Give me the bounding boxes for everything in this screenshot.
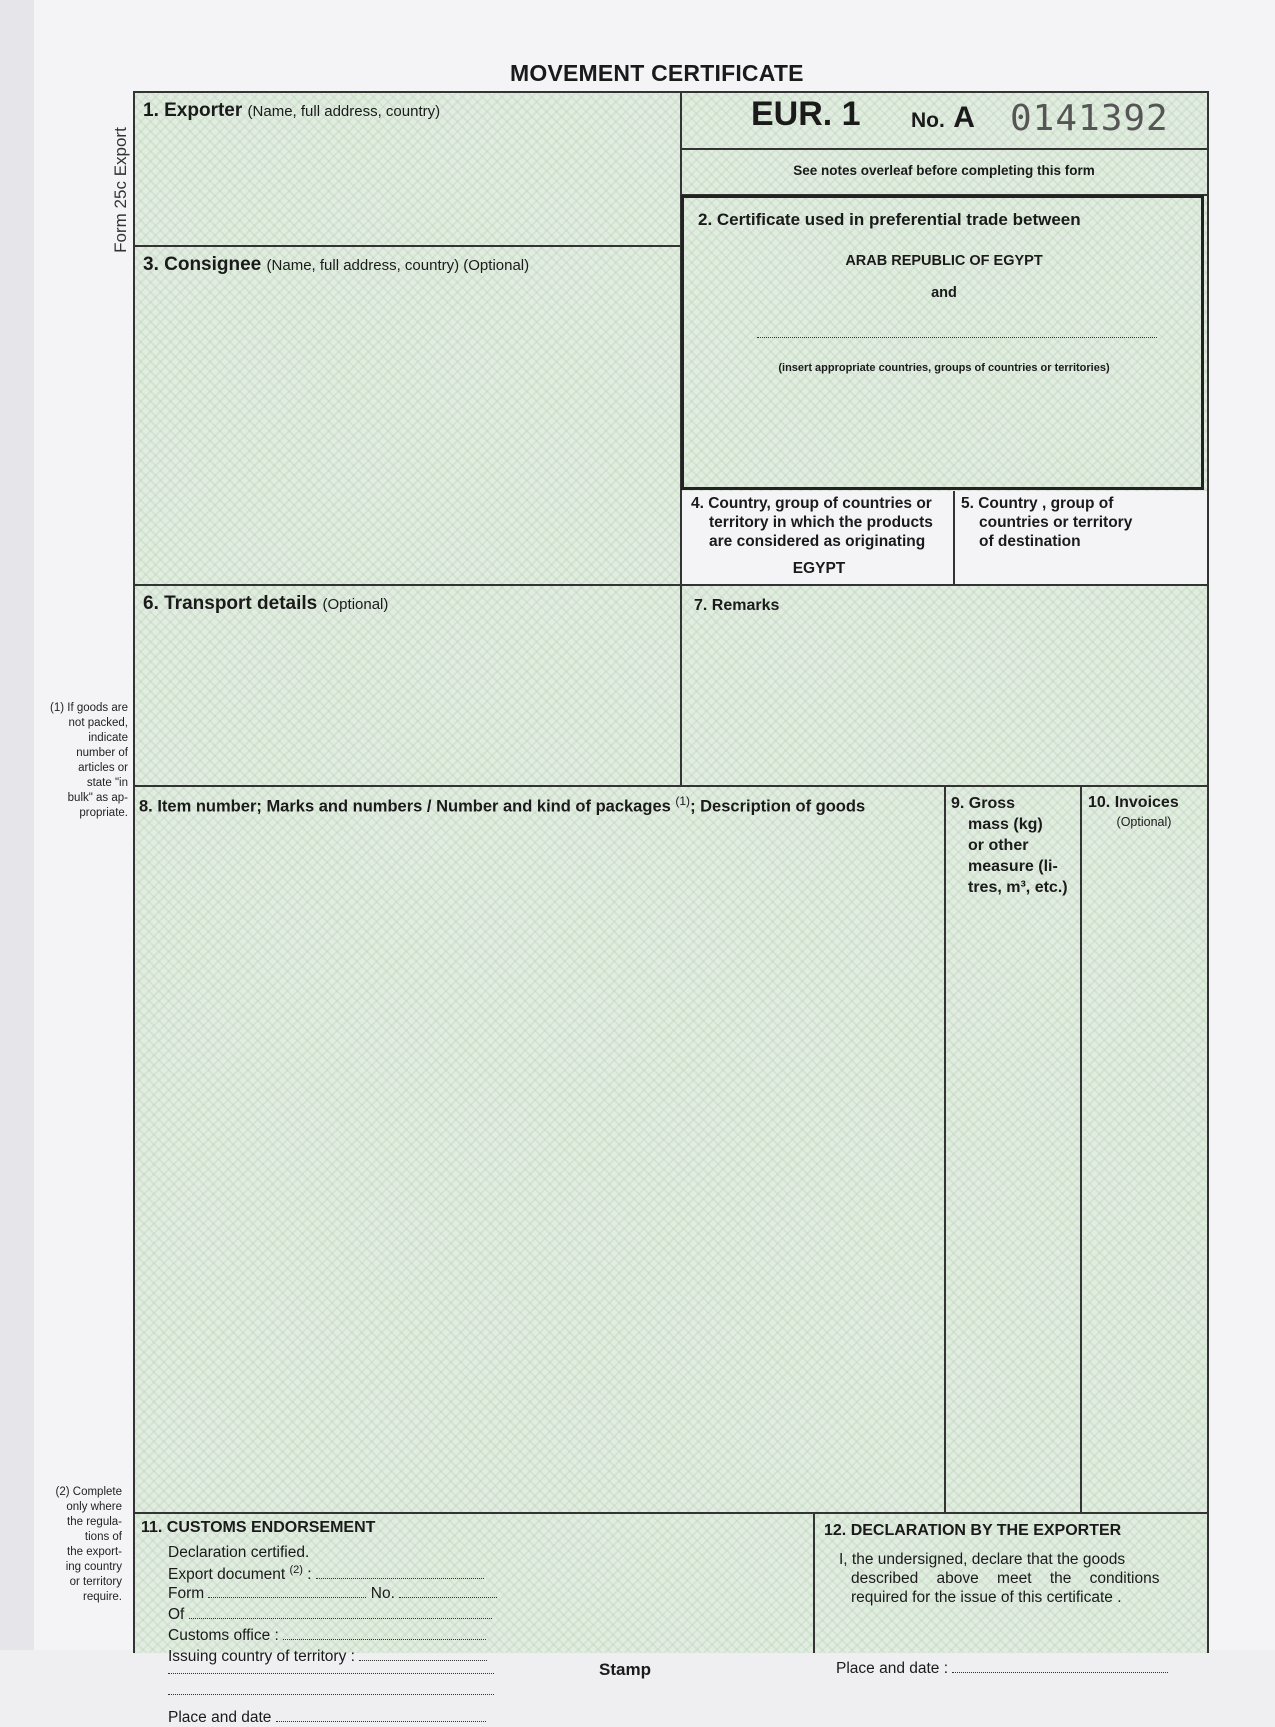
footnote-2: (2) Complete only where the regula- tions of the export- ing country or territory require. [55, 1486, 122, 1603]
box-6-label: 6. Transport details (Optional) [143, 593, 389, 614]
box-12-label: 12. DECLARATION BY THE EXPORTER [824, 1522, 1122, 1539]
box-6-transport[interactable] [135, 585, 681, 786]
form-code-label: Form 25c Export [111, 127, 130, 253]
box-1-label: 1. Exporter (Name, full address, country) [143, 100, 441, 121]
box-10-sub: (Optional) [1116, 815, 1172, 829]
box-3-label: 3. Consignee (Name, full address, country) (Optional) [143, 254, 530, 275]
certificate-number: 0141392 [1010, 98, 1169, 139]
page-left-edge [0, 0, 34, 1650]
divider [135, 245, 681, 247]
box-10-label: 10. Invoices [1088, 794, 1179, 811]
box-11-customs-office: Customs office : [168, 1627, 486, 1645]
box-2-country: ARAB REPUBLIC OF EGYPT [845, 253, 1043, 269]
box-11-extra-line [168, 1673, 494, 1674]
box-11-label: 11. CUSTOMS ENDORSEMENT [141, 1519, 376, 1536]
document-title: MOVEMENT CERTIFICATE [510, 60, 804, 86]
box-12-place-date: Place and date : [836, 1660, 1168, 1678]
box-8-label: 8. Item number; Marks and numbers / Number and kind of packages $^{(1)}$; Description of goods [139, 794, 866, 816]
box-4-value: EGYPT [792, 560, 846, 577]
box-2-border [681, 195, 1204, 490]
box-11-issuing-country: Issuing country of territory : [168, 1648, 487, 1666]
divider [681, 148, 1207, 150]
divider [135, 584, 1207, 586]
box-3-consignee[interactable] [135, 246, 681, 585]
box-9-label: 9. Gross mass (kg) or other measure (li- tres, m³, etc.) [951, 795, 1068, 896]
eur1-form [133, 91, 1209, 1726]
eur1-heading: EUR. 1 [751, 95, 861, 133]
divider [953, 491, 955, 585]
divider [135, 1512, 1207, 1514]
box-2-label: 2. Certificate used in preferential trade between [698, 210, 1081, 229]
divider [1080, 786, 1082, 1513]
box-8-goods[interactable] [135, 786, 945, 1513]
box-12-line-1: I, the undersigned, declare that the goods [839, 1551, 1126, 1568]
box-2-and: and [931, 285, 957, 301]
box-2-country-line [757, 337, 1157, 338]
box-12-line-3: required for the issue of this certificate . [851, 1589, 1122, 1606]
box-11-place-date: Place and date [168, 1709, 486, 1727]
box-10-invoices[interactable] [1081, 786, 1207, 1513]
divider [135, 785, 1207, 787]
box-7-label: 7. Remarks [694, 597, 780, 614]
box-7-remarks[interactable] [681, 585, 1207, 786]
divider [944, 786, 946, 1513]
box-11-extra-line [168, 1694, 494, 1695]
box-11-export-doc: Export document $^{(2)}$ : [168, 1564, 484, 1584]
box-4-label: 4. Country, group of countries or territory in which the products are considered as originating [691, 495, 933, 550]
box-11-of: Of [168, 1606, 492, 1624]
see-notes-text: See notes overleaf before completing this form [793, 163, 1095, 178]
divider [813, 1513, 815, 1653]
footnote-1: (1) If goods are not packed, indicate number of articles or state "in bulk" as ap- propriate. [50, 702, 128, 819]
number-label: No. A [911, 101, 975, 134]
box-12-line-2: described above meet the conditions [851, 1570, 1160, 1587]
box-2-hint: (insert appropriate countries, groups of countries or territories) [778, 362, 1110, 374]
box-11-form-no: Form No. [168, 1585, 497, 1603]
stamp-area-label: Stamp [599, 1660, 651, 1679]
box-11-declaration: Declaration certified. [168, 1544, 310, 1561]
box-5-label: 5. Country , group of countries or territory of destination [961, 495, 1133, 550]
